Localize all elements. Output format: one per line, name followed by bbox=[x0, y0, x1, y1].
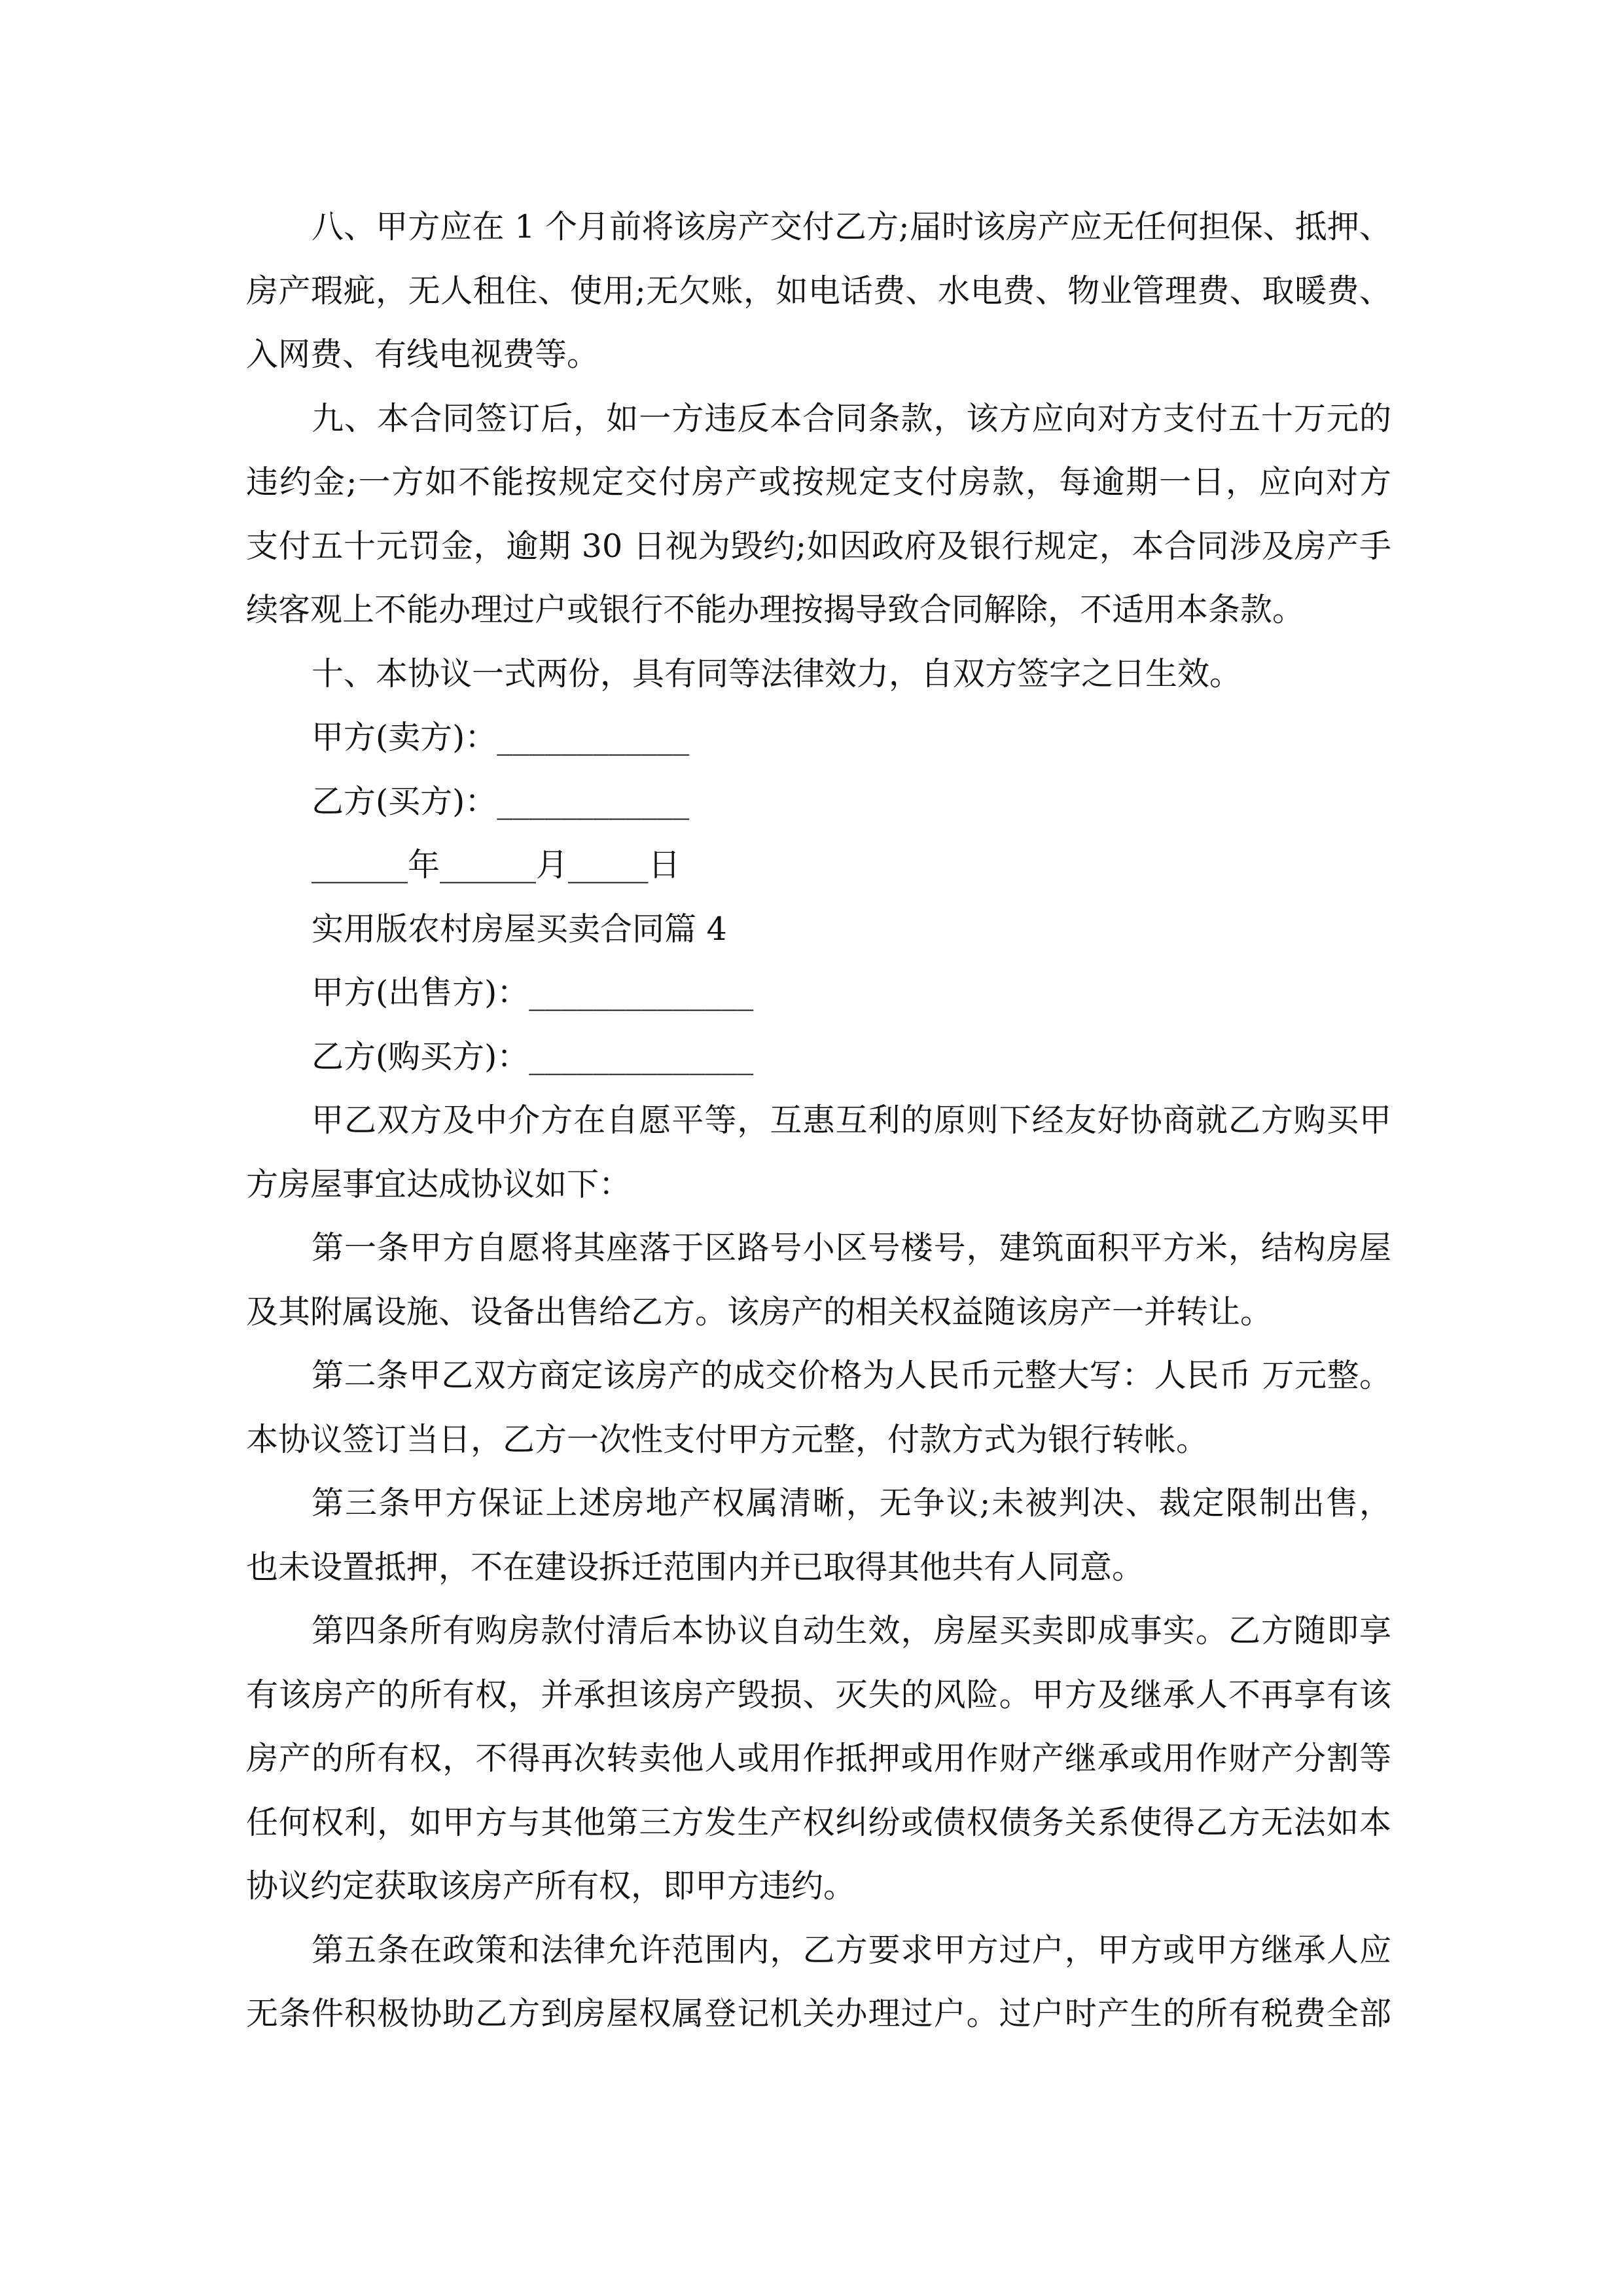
article-2-line: 本协议签订当日，乙方一次性支付甲方元整，付款方式为银行转帐。 bbox=[246, 1420, 1209, 1458]
article-2-line: 第二条甲乙双方商定该房产的成交价格为人民币元整大写：人民币 万元整。 bbox=[312, 1357, 1391, 1394]
article-3-line: 第三条甲方保证上述房地产权属清晰，无争议;未被判决、裁定限制出售， bbox=[312, 1484, 1391, 1522]
intro-line: 甲乙双方及中介方在自愿平等，互惠互利的原则下经友好协商就乙方购买甲 bbox=[312, 1102, 1391, 1139]
article-4-line: 第四条所有购房款付清后本协议自动生效，房屋买卖即成事实。乙方随即享 bbox=[312, 1612, 1391, 1649]
article-4-line: 任何权利，如甲方与其他第三方发生产权纠纷或债权债务关系使得乙方无法如本 bbox=[246, 1803, 1391, 1841]
article-4-line: 房产的所有权，不得再次转卖他人或用作抵押或用作财产继承或用作财产分割等 bbox=[246, 1740, 1391, 1777]
article-3-line: 也未设置抵押，不在建设拆迁范围内并已取得其他共有人同意。 bbox=[246, 1548, 1145, 1586]
article-5-line: 无条件积极协助乙方到房屋权属登记机关办理过户。过户时产生的所有税费全部 bbox=[246, 1995, 1391, 2032]
document-page bbox=[246, 195, 1391, 2046]
article-4-line: 有该房产的所有权，并承担该房产毁损、灭失的风险。甲方及继承人不再享有该 bbox=[246, 1676, 1391, 1713]
article-1-line: 及其附属设施、设备出售给乙方。该房产的相关权益随该房产一并转让。 bbox=[246, 1293, 1273, 1331]
article-4-line: 协议约定获取该房产所有权，即甲方违约。 bbox=[246, 1867, 856, 1905]
seller-party-line: 甲方(出售方)：______________ bbox=[312, 974, 754, 1011]
clause-10-line: 十、本协议一式两份，具有同等法律效力，自双方签字之日生效。 bbox=[312, 655, 1242, 692]
buyer-signature-line: 乙方(买方)：____________ bbox=[312, 782, 690, 820]
clause-8-line: 八、甲方应在 1 个月前将该房产交付乙方;届时该房产应无任何担保、抵押、 bbox=[312, 208, 1391, 245]
clause-9-line: 支付五十元罚金，逾期 30 日视为毁约;如因政府及银行规定，本合同涉及房产手 bbox=[246, 527, 1391, 565]
article-5-line: 第五条在政策和法律允许范围内，乙方要求甲方过户，甲方或甲方继承人应 bbox=[312, 1931, 1391, 1969]
clause-8-line: 入网费、有线电视费等。 bbox=[246, 336, 599, 373]
section-title: 实用版农村房屋买卖合同篇 4 bbox=[312, 910, 727, 948]
article-1-line: 第一条甲方自愿将其座落于区路号小区号楼号，建筑面积平方米，结构房屋 bbox=[312, 1229, 1391, 1266]
clause-9-line: 违约金;一方如不能按规定交付房产或按规定支付房款，每逾期一日，应向对方 bbox=[246, 463, 1391, 501]
clause-9-line: 续客观上不能办理过户或银行不能办理按揭导致合同解除，不适用本条款。 bbox=[246, 591, 1305, 628]
clause-9-line: 九、本合同签订后，如一方违反本合同条款，该方应向对方支付五十万元的 bbox=[312, 399, 1391, 437]
seller-signature-line: 甲方(卖方)：____________ bbox=[312, 719, 690, 756]
clause-8-line: 房产瑕疵，无人租住、使用;无欠账，如电话费、水电费、物业管理费、取暖费、 bbox=[246, 272, 1391, 310]
buyer-party-line: 乙方(购买方)：______________ bbox=[312, 1037, 754, 1075]
intro-line: 方房屋事宜达成协议如下： bbox=[246, 1165, 632, 1203]
date-line: ______年______月_____日 bbox=[312, 846, 681, 884]
